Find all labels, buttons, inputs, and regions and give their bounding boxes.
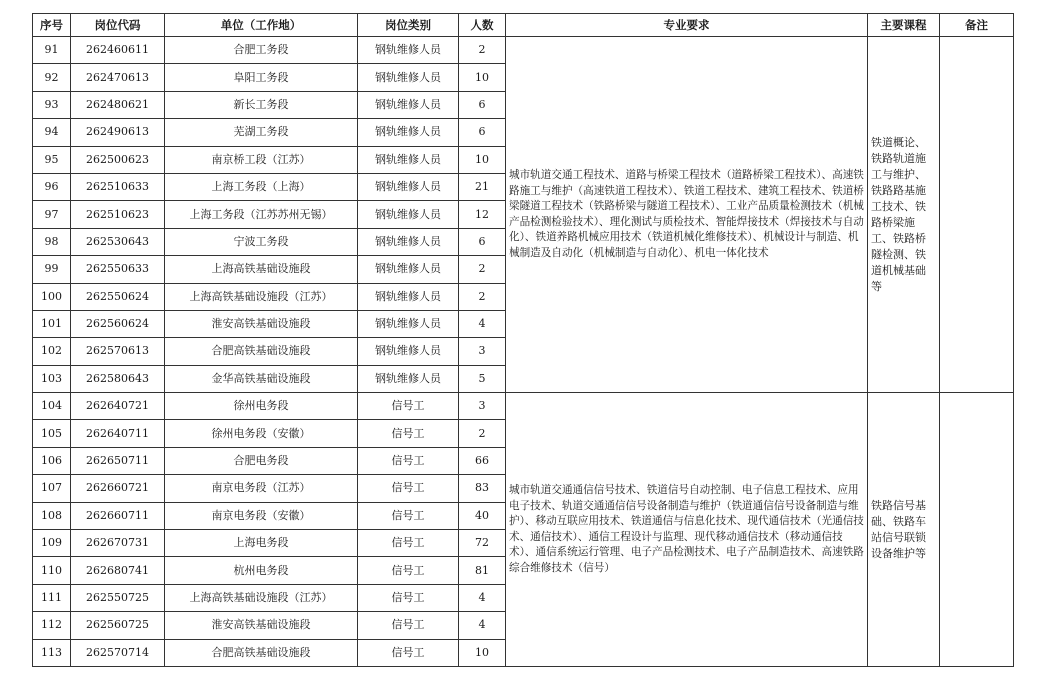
position-code-cell: 262550624	[71, 283, 165, 310]
count-cell: 81	[459, 557, 506, 584]
count-cell: 10	[459, 146, 506, 173]
unit-cell: 南京电务段（安徽）	[165, 502, 358, 529]
count-cell: 6	[459, 228, 506, 255]
table-row	[33, 393, 1014, 420]
seq-cell: 103	[33, 365, 71, 392]
position-code-cell: 262510633	[71, 173, 165, 200]
count-cell: 4	[459, 612, 506, 639]
category-cell: 信号工	[358, 393, 459, 420]
position-code-cell: 262640721	[71, 393, 165, 420]
count-cell: 83	[459, 475, 506, 502]
category-cell: 钢轨维修人员	[358, 338, 459, 365]
header-row	[33, 14, 1014, 37]
position-code-cell: 262550725	[71, 584, 165, 611]
category-cell: 钢轨维修人员	[358, 91, 459, 118]
unit-cell: 淮安高铁基础设施段	[165, 310, 358, 337]
count-cell: 4	[459, 584, 506, 611]
category-cell: 钢轨维修人员	[358, 256, 459, 283]
seq-cell: 113	[33, 639, 71, 666]
position-code-cell: 262550633	[71, 256, 165, 283]
count-cell: 2	[459, 37, 506, 64]
count-cell: 5	[459, 365, 506, 392]
count-cell: 66	[459, 447, 506, 474]
unit-cell: 上海高铁基础设施段	[165, 256, 358, 283]
position-code-cell: 262470613	[71, 64, 165, 91]
unit-cell: 合肥工务段	[165, 37, 358, 64]
position-code-cell: 262570613	[71, 338, 165, 365]
seq-cell: 105	[33, 420, 71, 447]
seq-cell: 101	[33, 310, 71, 337]
count-cell: 12	[459, 201, 506, 228]
seq-cell: 104	[33, 393, 71, 420]
table-body	[33, 37, 1014, 667]
category-cell: 信号工	[358, 447, 459, 474]
count-cell: 10	[459, 639, 506, 666]
header-seq: 序号	[33, 14, 71, 37]
category-cell: 钢轨维修人员	[358, 365, 459, 392]
main-course-cell: 铁路信号基础、铁路车站信号联锁设备维护等	[868, 393, 940, 667]
unit-cell: 合肥高铁基础设施段	[165, 338, 358, 365]
category-cell: 钢轨维修人员	[358, 310, 459, 337]
count-cell: 2	[459, 420, 506, 447]
count-cell: 40	[459, 502, 506, 529]
unit-cell: 杭州电务段	[165, 557, 358, 584]
count-cell: 72	[459, 530, 506, 557]
seq-cell: 97	[33, 201, 71, 228]
category-cell: 钢轨维修人员	[358, 146, 459, 173]
remark-cell	[940, 37, 1014, 393]
count-cell: 3	[459, 338, 506, 365]
count-cell: 6	[459, 91, 506, 118]
unit-cell: 淮安高铁基础设施段	[165, 612, 358, 639]
position-code-cell: 262640711	[71, 420, 165, 447]
category-cell: 信号工	[358, 612, 459, 639]
unit-cell: 新长工务段	[165, 91, 358, 118]
seq-cell: 100	[33, 283, 71, 310]
recruitment-table	[32, 13, 1014, 667]
seq-cell: 91	[33, 37, 71, 64]
category-cell: 信号工	[358, 584, 459, 611]
seq-cell: 92	[33, 64, 71, 91]
category-cell: 钢轨维修人员	[358, 173, 459, 200]
position-code-cell: 262480621	[71, 91, 165, 118]
header-unit: 单位（工作地）	[165, 14, 358, 37]
position-code-cell: 262560725	[71, 612, 165, 639]
seq-cell: 112	[33, 612, 71, 639]
seq-cell: 99	[33, 256, 71, 283]
seq-cell: 110	[33, 557, 71, 584]
seq-cell: 108	[33, 502, 71, 529]
category-cell: 信号工	[358, 420, 459, 447]
category-cell: 钢轨维修人员	[358, 228, 459, 255]
major-requirement-cell: 城市轨道交通工程技术、道路与桥梁工程技术（道路桥梁工程技术）、高速铁路施工与维护（高速铁道工程技术）、铁道工程技术、建筑工程技术、铁道桥梁隧道工程技术（铁路桥梁与隧道工程技术）、工业产品质量检测技术（机械产品检测检验技术）、理化测试与质检技术、智能焊接技术（焊接技术与自动化）、铁道养路机械应用技术（铁道机械化维修技术）、机械设计与制造、机械制造及自动化（机械制造与自动化）、机电一体化技术	[506, 37, 868, 393]
unit-cell: 徐州电务段	[165, 393, 358, 420]
header-count: 人数	[459, 14, 506, 37]
position-code-cell: 262670731	[71, 530, 165, 557]
category-cell: 钢轨维修人员	[358, 37, 459, 64]
unit-cell: 宁波工务段	[165, 228, 358, 255]
position-code-cell: 262490613	[71, 119, 165, 146]
unit-cell: 合肥电务段	[165, 447, 358, 474]
unit-cell: 上海电务段	[165, 530, 358, 557]
position-code-cell: 262500623	[71, 146, 165, 173]
seq-cell: 98	[33, 228, 71, 255]
unit-cell: 南京电务段（江苏）	[165, 475, 358, 502]
category-cell: 信号工	[358, 475, 459, 502]
main-course-cell: 铁道概论、铁路轨道施工与维护、铁路路基施工技术、铁路桥梁施工、铁路桥隧检测、铁道机械基础等	[868, 37, 940, 393]
category-cell: 钢轨维修人员	[358, 64, 459, 91]
position-code-cell: 262560624	[71, 310, 165, 337]
unit-cell: 上海高铁基础设施段（江苏）	[165, 584, 358, 611]
position-code-cell: 262570714	[71, 639, 165, 666]
unit-cell: 上海高铁基础设施段（江苏）	[165, 283, 358, 310]
category-cell: 钢轨维修人员	[358, 201, 459, 228]
seq-cell: 93	[33, 91, 71, 118]
category-cell: 钢轨维修人员	[358, 283, 459, 310]
position-code-cell: 262660721	[71, 475, 165, 502]
category-cell: 钢轨维修人员	[358, 119, 459, 146]
seq-cell: 102	[33, 338, 71, 365]
count-cell: 3	[459, 393, 506, 420]
position-code-cell: 262530643	[71, 228, 165, 255]
unit-cell: 金华高铁基础设施段	[165, 365, 358, 392]
unit-cell: 芜湖工务段	[165, 119, 358, 146]
seq-cell: 95	[33, 146, 71, 173]
position-code-cell: 262660711	[71, 502, 165, 529]
count-cell: 2	[459, 256, 506, 283]
seq-cell: 111	[33, 584, 71, 611]
unit-cell: 阜阳工务段	[165, 64, 358, 91]
header-code: 岗位代码	[71, 14, 165, 37]
count-cell: 4	[459, 310, 506, 337]
count-cell: 21	[459, 173, 506, 200]
unit-cell: 上海工务段（上海）	[165, 173, 358, 200]
unit-cell: 合肥高铁基础设施段	[165, 639, 358, 666]
count-cell: 2	[459, 283, 506, 310]
category-cell: 信号工	[358, 557, 459, 584]
major-requirement-cell: 城市轨道交通通信信号技术、铁道信号自动控制、电子信息工程技术、应用电子技术、轨道交通通信信号设备制造与维护（铁道通信信号设备制造与维护）、移动互联应用技术、铁道通信与信息化技术、现代通信技术（光通信技术、通信技术）、通信工程设计与监理、现代移动通信技术（移动通信技术）、通信系统运行管理、电子产品检测技术、电子产品制造技术、高速铁路综合维修技术（信号）	[506, 393, 868, 667]
unit-cell: 徐州电务段（安徽）	[165, 420, 358, 447]
count-cell: 10	[459, 64, 506, 91]
header-category: 岗位类别	[358, 14, 459, 37]
unit-cell: 南京桥工段（江苏）	[165, 146, 358, 173]
position-code-cell: 262580643	[71, 365, 165, 392]
remark-cell	[940, 393, 1014, 667]
table-row	[33, 37, 1014, 64]
seq-cell: 94	[33, 119, 71, 146]
position-code-cell: 262510623	[71, 201, 165, 228]
category-cell: 信号工	[358, 502, 459, 529]
count-cell: 6	[459, 119, 506, 146]
header-course: 主要课程	[868, 14, 940, 37]
unit-cell: 上海工务段（江苏苏州无锡）	[165, 201, 358, 228]
position-code-cell: 262460611	[71, 37, 165, 64]
header-major: 专业要求	[506, 14, 868, 37]
seq-cell: 107	[33, 475, 71, 502]
position-code-cell: 262680741	[71, 557, 165, 584]
seq-cell: 96	[33, 173, 71, 200]
header-remark: 备注	[940, 14, 1014, 37]
category-cell: 信号工	[358, 530, 459, 557]
seq-cell: 106	[33, 447, 71, 474]
seq-cell: 109	[33, 530, 71, 557]
position-code-cell: 262650711	[71, 447, 165, 474]
category-cell: 信号工	[358, 639, 459, 666]
